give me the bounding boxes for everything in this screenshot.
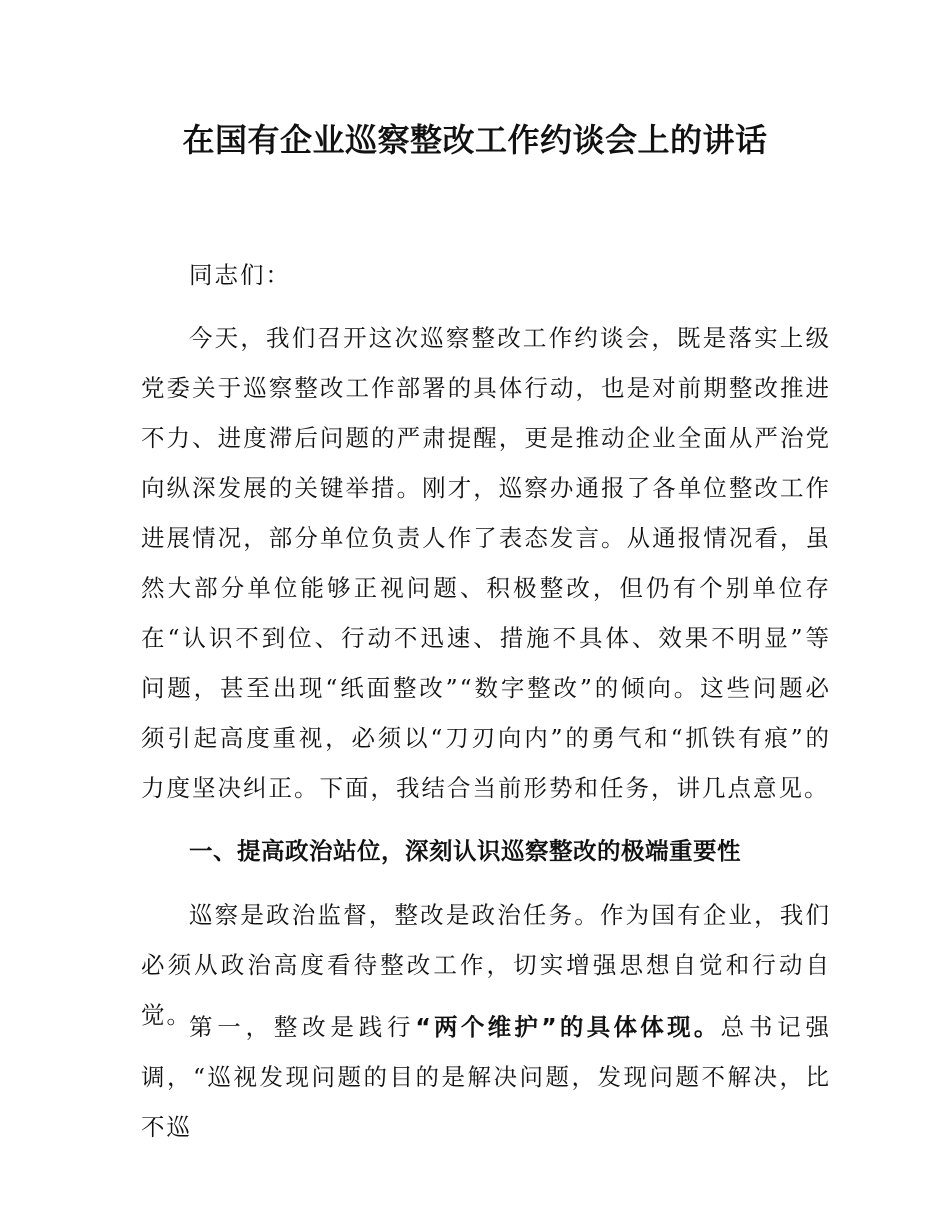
section-heading — [141, 826, 831, 876]
intro-paragraph-text: 今天，我们召开这次巡察整改工作约谈会，既是落实上级党委关于巡察整改工作部署的具体行动，也是对前期整改推进不力、进度滞后问题的严肃提醒，更是推动企业全面从严治党向纵深发展的关键举措。刚才，巡察办通报了各单位整改工作进展情况，部分单位负责人作了表态发言。从通报情况看，虽然大部分单位能够正视问题、积极整改，但仍有个别单位存在“认识不到位、行动不迅速、措施不具体、效果不明显”等问题，甚至出现“纸面整改”“数字整改”的倾向。这些问题必须引起高度重视，必须以“刀刃向内”的勇气和“抓铁有痕”的力度坚决纠正。下面，我结合当前形势和任务，讲几点意见。 — [141, 324, 831, 802]
document-title: 在国有企业巡察整改工作约谈会上的讲话 — [182, 121, 768, 159]
salutation — [141, 250, 831, 300]
salutation-text: 同志们： — [189, 261, 291, 289]
point-one-paragraph — [141, 1002, 831, 1152]
intro-paragraph — [141, 313, 831, 813]
point-one-bold-lead: “两个维护”的具体体现。 — [415, 1013, 721, 1041]
point-one-prefix: 第一，整改是践行 — [189, 1013, 416, 1041]
point-one-body: 总书记强调，“巡视发现问题的目的是解决问题，发现问题不解决，比不巡 — [141, 1013, 832, 1141]
point-one-text — [141, 1002, 831, 1152]
section-heading-text: 一、提高政治站位，深刻认识巡察整改的极端重要性 — [189, 837, 741, 865]
section-paragraph-text: 巡察是政治监督，整改是政治任务。作为国有企业，我们必须从政治高度看待整改工作，切实增强思想自觉和行动自觉。 — [141, 901, 831, 1029]
